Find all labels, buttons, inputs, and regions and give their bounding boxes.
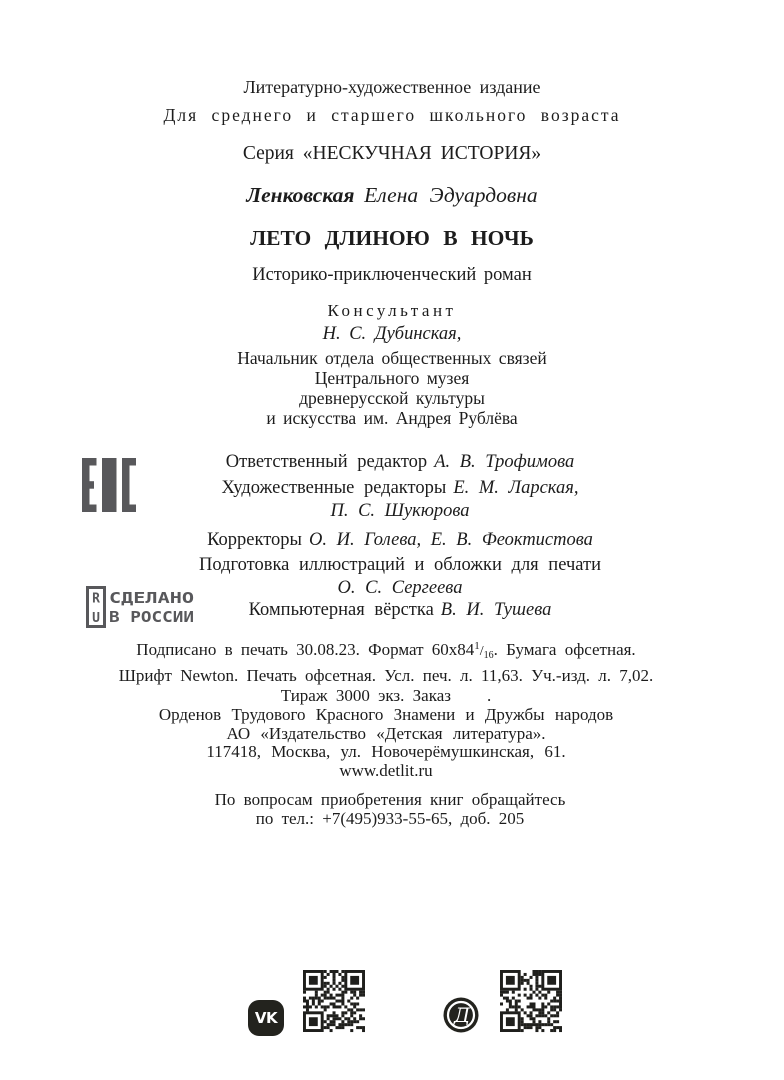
consultant-desc-line: древнерусской культуры <box>299 388 485 408</box>
detlit-letter: Д <box>453 1003 471 1027</box>
staff-line-proofreaders <box>8 529 784 551</box>
staff-line-prepress-name: О. С. Сергеева <box>337 578 463 598</box>
book-title: ЛЕТО ДЛИНОЮ В НОЧЬ <box>250 226 534 250</box>
audience-note: Для среднего и старшего школьного возраста <box>163 105 621 125</box>
staff-line-editor <box>8 451 784 473</box>
contact-line1: По вопросам приобретения книг обращайтесь <box>214 790 566 809</box>
print-specs <box>0 636 778 706</box>
publisher-website: www.detlit.ru <box>339 760 433 780</box>
person-name: А. В. Трофимова <box>434 452 575 472</box>
vk-logo-icon: VK <box>248 1000 284 1036</box>
consultant-name: Н. С. Дубинская, <box>322 324 462 344</box>
staff-line-prepress: Подготовка иллюстраций и обложки для печати <box>199 555 601 575</box>
role-label: Художественные редакторы <box>221 478 447 498</box>
fraction-numerator: 1 <box>474 640 480 652</box>
consultant-desc-line: и искусства им. Андрея Рублёва <box>266 408 518 428</box>
mir-text-line2: В РОССИИ <box>109 608 194 626</box>
fraction-denominator: 16 <box>483 650 494 661</box>
contact-block <box>0 791 782 828</box>
staff-line-art-editors <box>8 477 784 499</box>
person-name: В. И. Тушева <box>440 600 552 620</box>
print-specs-line2: Шрифт Newton. Печать офсетная. Усл. печ. л. 11,63. Уч.-изд. л. 7,02. <box>118 666 654 685</box>
person-name: Е. М. Ларская, <box>453 478 579 498</box>
fraction-slash: / <box>479 644 484 659</box>
edition-type: Литературно-художественное издание <box>243 77 541 97</box>
publisher-awards: Орденов Трудового Красного Знамени и Дружбы народов <box>158 705 614 724</box>
book-subtitle: Историко-приключенческий роман <box>252 265 532 285</box>
role-label: Компьютерная вёрстка <box>248 600 434 620</box>
person-name: О. И. Голева, Е. В. Феоктистова <box>309 530 593 550</box>
detlit-logo-icon <box>443 997 479 1033</box>
publisher-name: АО «Издательство «Детская литература». <box>226 723 546 743</box>
qr-code-vk <box>303 970 365 1034</box>
consultant-description <box>0 348 784 428</box>
print-specs-line1: Подписано в печать 30.08.23. Формат $60х84^1/_{16}$. Бумага офсетная. <box>136 640 636 661</box>
publisher-block <box>0 706 778 780</box>
series-title: Серия «НЕСКУЧНАЯ ИСТОРИЯ» <box>242 143 542 164</box>
staff-line-art-editor2: П. С. Шукюрова <box>330 501 470 521</box>
author-given-names: Елена Эдуардовна <box>364 183 538 207</box>
print-specs-line3: Тираж 3000 экз. Заказ . <box>280 686 492 705</box>
author-name <box>0 183 784 209</box>
role-label: Корректоры <box>207 530 302 550</box>
author-surname: Ленковская <box>246 183 355 207</box>
mir-letter-r: R <box>92 591 100 607</box>
qr-code-detlit <box>500 970 562 1034</box>
consultant-desc-line: Начальник отдела общественных связей <box>237 348 547 368</box>
contact-phone: по тел.: +7(495)933-55-65, доб. 205 <box>255 808 525 828</box>
consultant-desc-line: Центрального музея <box>314 368 470 388</box>
publisher-address: 117418, Москва, ул. Новочерёмушкинская, 61. <box>206 742 566 762</box>
role-label: Ответственный редактор <box>225 452 428 472</box>
mir-letter-u: U <box>92 611 100 626</box>
mir-text-line1: СДЕЛАНО <box>109 589 194 607</box>
staff-line-layout <box>8 599 784 621</box>
consultant-role: Консультант <box>327 301 457 320</box>
